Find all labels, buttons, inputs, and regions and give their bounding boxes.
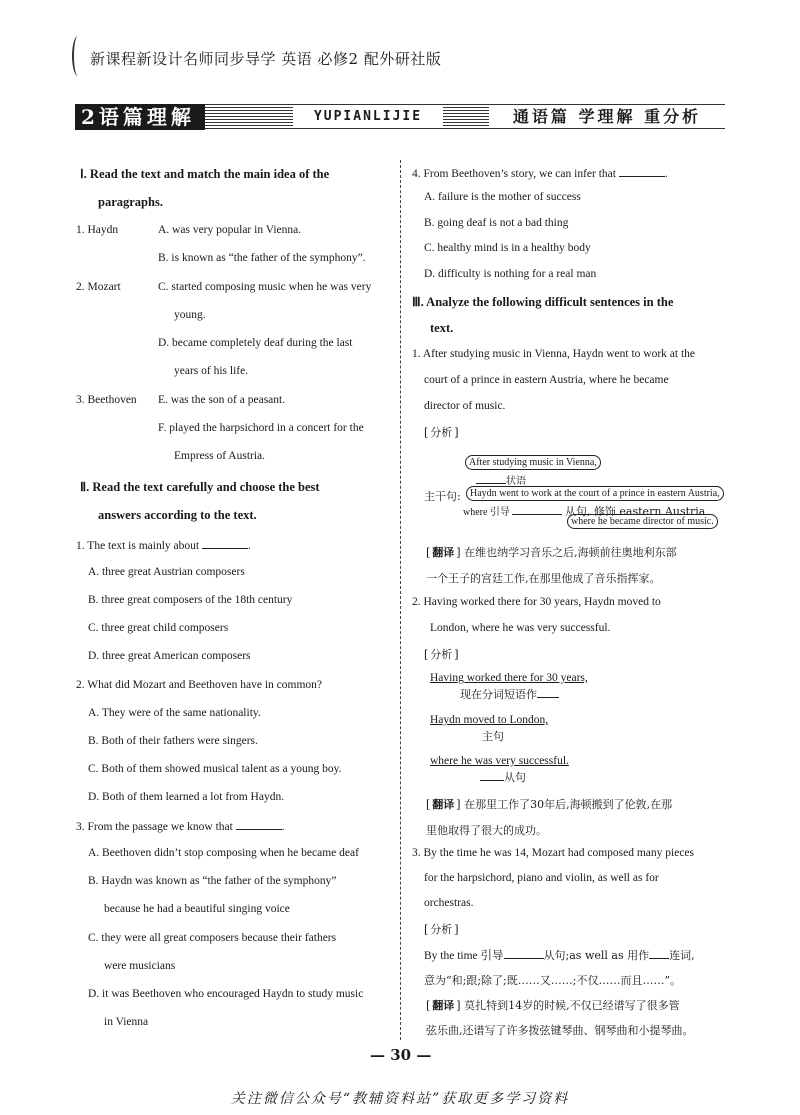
page-number: — 30 — [370,1046,432,1064]
match-option-cont: Empress of Austria. [174,450,266,462]
q3-option-c-cont: were musicians [104,960,176,972]
analysis-label: 从句 [480,769,526,785]
match-option: F. played the harpsichord in a concert for the [158,422,364,434]
match-option-cont: young. [174,309,206,321]
sentence-1-line: director of music. [424,400,506,412]
analysis-tag: [ 分析 ] [424,424,459,440]
diagram-adverbial-phrase: After studying music in Vienna, [465,455,601,470]
banner-slogan: 通语篇 学理解 重分析 [489,106,725,128]
sentence-3-line: orchestras. [424,897,474,909]
section-3-heading-cont: text. [430,321,454,335]
question-1: 1. The text is mainly about . [76,540,251,552]
q3-option-d: D. it was Beethoven who encouraged Haydn to study music [88,988,364,1000]
analysis-tag: [ 分析 ] [424,646,459,662]
match-name-mozart: 2. Mozart [76,281,121,293]
column-divider [400,160,401,1040]
translation-2-cont: 里他取得了很大的成功。 [426,824,547,837]
translation-3: [ 翻译 ] 莫扎特到14岁的时候,不仅已经谱写了很多管 [426,997,680,1013]
diagram-main-clause: Haydn went to work at the court of a prince in eastern Austria, [466,486,724,501]
section-1-heading-cont: paragraphs. [98,195,163,209]
analysis-phrase: where he was very successful. [430,755,569,767]
analysis-phrase: Haydn moved to London, [430,714,549,726]
section-3-heading: Ⅲ. Analyze the following difficult sentences in the [412,295,674,309]
match-option-cont: years of his life. [174,365,249,377]
q2-option-c: C. Both of them showed musical talent as a young boy. [88,763,342,775]
question-4: 4. From Beethoven’s story, we can infer that . [412,168,668,180]
sentence-3-line: 3. By the time he was 14, Mozart had composed many pieces [412,847,694,859]
banner-section-title: 2语篇理解 [75,104,205,130]
analysis-note-cont: 意为“和;跟;除了;既……又……;不仅……而且……”。 [424,974,682,987]
analysis-label: 主句 [482,730,504,743]
q3-option-c: C. they were all great composers because their fathers [88,932,337,944]
analysis-phrase: Having worked there for 30 years, [430,672,588,684]
q2-option-b: B. Both of their fathers were singers. [88,735,258,747]
watermark-note: 关注微信公众号“教辅资料站”获取更多学习资料 [230,1091,570,1107]
q1-option-c: C. three great child composers [88,622,229,634]
q3-option-b-cont: because he had a beautiful singing voice [104,903,290,915]
section-2-heading-cont: answers according to the text. [98,508,257,522]
analysis-label: 现在分词短语作 [460,686,559,702]
translation-2: [ 翻译 ] 在那里工作了30年后,海顿搬到了伦敦,在那 [426,796,672,812]
q3-option-b: B. Haydn was known as “the father of the symphony” [88,875,337,887]
match-option: A. was very popular in Vienna. [158,224,302,236]
q1-option-b: B. three great composers of the 18th century [88,594,293,606]
analysis-tag: [ 分析 ] [424,921,459,937]
q4-option-c: C. healthy mind is in a healthy body [424,242,591,254]
section-1-heading: Ⅰ. Read the text and match the main idea of the [80,167,330,181]
q3-option-d-cont: in Vienna [104,1016,149,1028]
match-option: D. became completely deaf during the last [158,337,353,349]
section-banner [75,104,725,130]
banner-pinyin: YUPIANLIJIE [293,106,443,128]
q1-option-d: D. three great American composers [88,650,251,662]
sentence-2-line: London, where he was very successful. [430,622,611,634]
translation-3-cont: 弦乐曲,还谱写了许多拨弦键琴曲、钢琴曲和小提琴曲。 [426,1024,694,1037]
question-2: 2. What did Mozart and Beethoven have in common? [76,679,323,691]
question-3: 3. From the passage we know that . [76,821,285,833]
q4-option-b: B. going deaf is not a bad thing [424,217,569,229]
match-option: C. started composing music when he was very [158,281,372,293]
diagram-main-clause-label: 主干句: [424,490,461,503]
sentence-2-line: 2. Having worked there for 30 years, Haydn moved to [412,596,661,608]
sentence-1-line: 1. After studying music in Vienna, Haydn went to work at the [412,348,696,360]
match-name-haydn: 1. Haydn [76,224,119,236]
diagram-label-adverbial: 状语 [476,472,526,487]
q4-option-a: A. failure is the mother of success [424,191,581,203]
q3-option-a: A. Beethoven didn’t stop composing when he became deaf [88,847,359,859]
section-2-heading: Ⅱ. Read the text carefully and choose the best [80,480,320,494]
match-option: B. is known as “the father of the symphony”. [158,252,366,264]
header-ornament [72,36,84,76]
translation-1-cont: 一个王子的宫廷工作,在那里他成了音乐指挥家。 [426,572,661,585]
q2-option-a: A. They were of the same nationality. [88,707,261,719]
diagram-where-label: where 引导 从句, 修饰 eastern Austria [463,505,706,518]
q2-option-d: D. Both of them learned a lot from Haydn. [88,791,285,803]
book-header-title: 新课程新设计名师同步导学 英语 必修2 配外研社版 [90,50,442,68]
q4-option-d: D. difficulty is nothing for a real man [424,268,597,280]
match-name-beethoven: 3. Beethoven [76,394,137,406]
analysis-note: By the time 引导 从句;as well as 用作 连词, [424,949,695,962]
diagram-relative-clause: where he became director of music. [567,514,718,529]
sentence-3-line: for the harpsichord, piano and violin, as well as for [424,872,659,884]
q1-option-a: A. three great Austrian composers [88,566,245,578]
translation-1: [ 翻译 ] 在维也纳学习音乐之后,海顿前往奥地利东部 [426,544,677,560]
sentence-1-line: court of a prince in eastern Austria, where he became [424,374,669,386]
match-option: E. was the son of a peasant. [158,394,286,406]
